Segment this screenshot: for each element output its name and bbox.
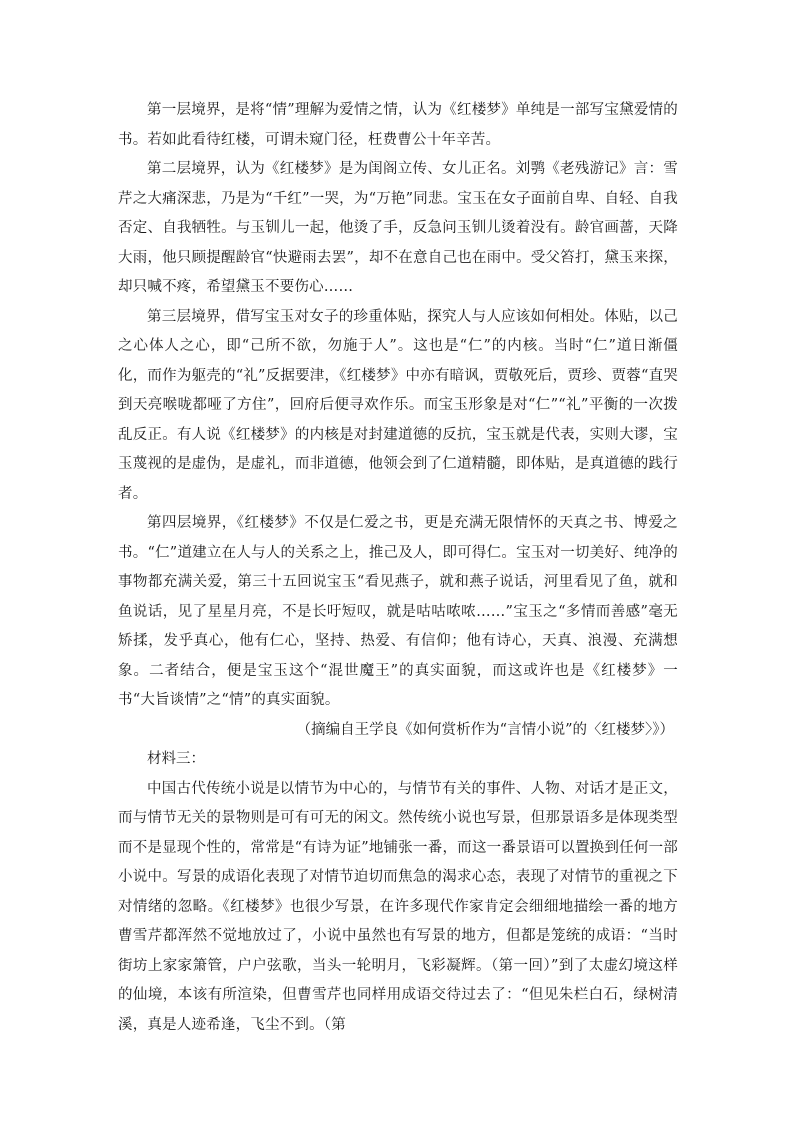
paragraph-second-realm: 第二层境界，认为《红楼梦》是为闺阁立传、女儿正名。刘鹗《老残游记》言：雪芹之大痛深悲，乃是为“千红”一哭，为“万艳”同悲。宝玉在女子面前自卑、自轻、自我否定、自我牺牲。与玉钏儿一起，他烫了手，反急问玉钏儿烫着没有。龄官画蔷，天降大雨，他只顾提醒龄官“快避雨去罢”，却不在意自己也在雨中。受父笞打，黛玉来探，却只喊不疼，希望黛玉不要伤心…… bbox=[118, 161, 678, 295]
source-citation: （摘编自王学良《如何赏析作为“言情小说”的〈红楼梦〉》） bbox=[296, 721, 674, 738]
paragraph-fourth-realm: 第四层境界，《红楼梦》不仅是仁爱之书，更是充满无限情怀的天真之书、博爱之书。“仁”道建立在人与人的关系之上，推己及人，即可得仁。宝玉对一切美好、纯净的事物都充满关爱，第三十五回说宝玉“看见燕子，就和燕子说话，河里看见了鱼，就和鱼说话，见了星星月亮，不是长吁短叹，就是咕咕哝哝……”宝玉之“多情而善感”毫无矫揉，发乎真心，他有仁心，坚持、热爱、有信仰；他有诗心，天真、浪漫、充满想象。二者结合，便是宝玉这个“混世魔王”的真实面貌，而这或许也是《红楼梦》一书“大旨谈情”之“情”的真实面貌。 bbox=[118, 515, 678, 708]
material-three-heading: 材料三： bbox=[147, 751, 205, 767]
paragraph-third-realm: 第三层境界，借写宝玉对女子的珍重体贴，探究人与人应该如何相处。体贴，以己之心体人之心，即“己所不欲，勿施于人”。这也是“仁”的内核。当时“仁”道日渐僵化，而作为躯壳的“礼”反据要津，《红楼梦》中亦有暗讽，贾敬死后，贾珍、贾蓉“直哭到天亮喉咙都哑了方住”，回府后便寻欢作乐。而宝玉形象是对“仁”“礼”平衡的一次拨乱反正。有人说《红楼梦》的内核是对封建道德的反抗，宝玉就是代表，实则大谬，宝玉蔑视的是虚伪，是虚礼，而非道德，他领会到了仁道精髓，即体贴，是真道德的践行者。 bbox=[118, 308, 678, 502]
paragraph-first-realm: 第一层境界，是将“情”理解为爱情之情，认为《红楼梦》单纯是一部写宝黛爱情的书。若如此看待红楼，可谓未窥门径，枉费曹公十年辛苦。 bbox=[118, 102, 678, 148]
paragraph-material-three: 中国古代传统小说是以情节为中心的，与情节有关的事件、人物、对话才是正文，而与情节无关的景物则是可有可无的闲文。然传统小说也写景，但那景语多是体现类型而不是显现个性的，常常是“有诗为证”地铺张一番，而这一番景语可以置换到任何一部小说中。写景的成语化表现了对情节迫切而焦急的渴求心态，表现了对情节的重视之下对情绪的忽略。《红楼梦》也很少写景，在许多现代作家肯定会细细地描绘一番的地方曹雪芹都浑然不觉地放过了，小说中虽然也有写景的地方，但都是笼统的成语：“当时街坊上家家箫管，户户弦歌，当头一轮明月，飞彩凝辉。（第一回）”到了太虚幻境这样的仙境，本该有所渲染，但曹雪芹也同样用成语交待过去了：“但见朱栏白石，绿树清溪，真是人迹希逢，飞尘不到。（第 bbox=[118, 780, 678, 1033]
document-body bbox=[118, 96, 678, 1040]
